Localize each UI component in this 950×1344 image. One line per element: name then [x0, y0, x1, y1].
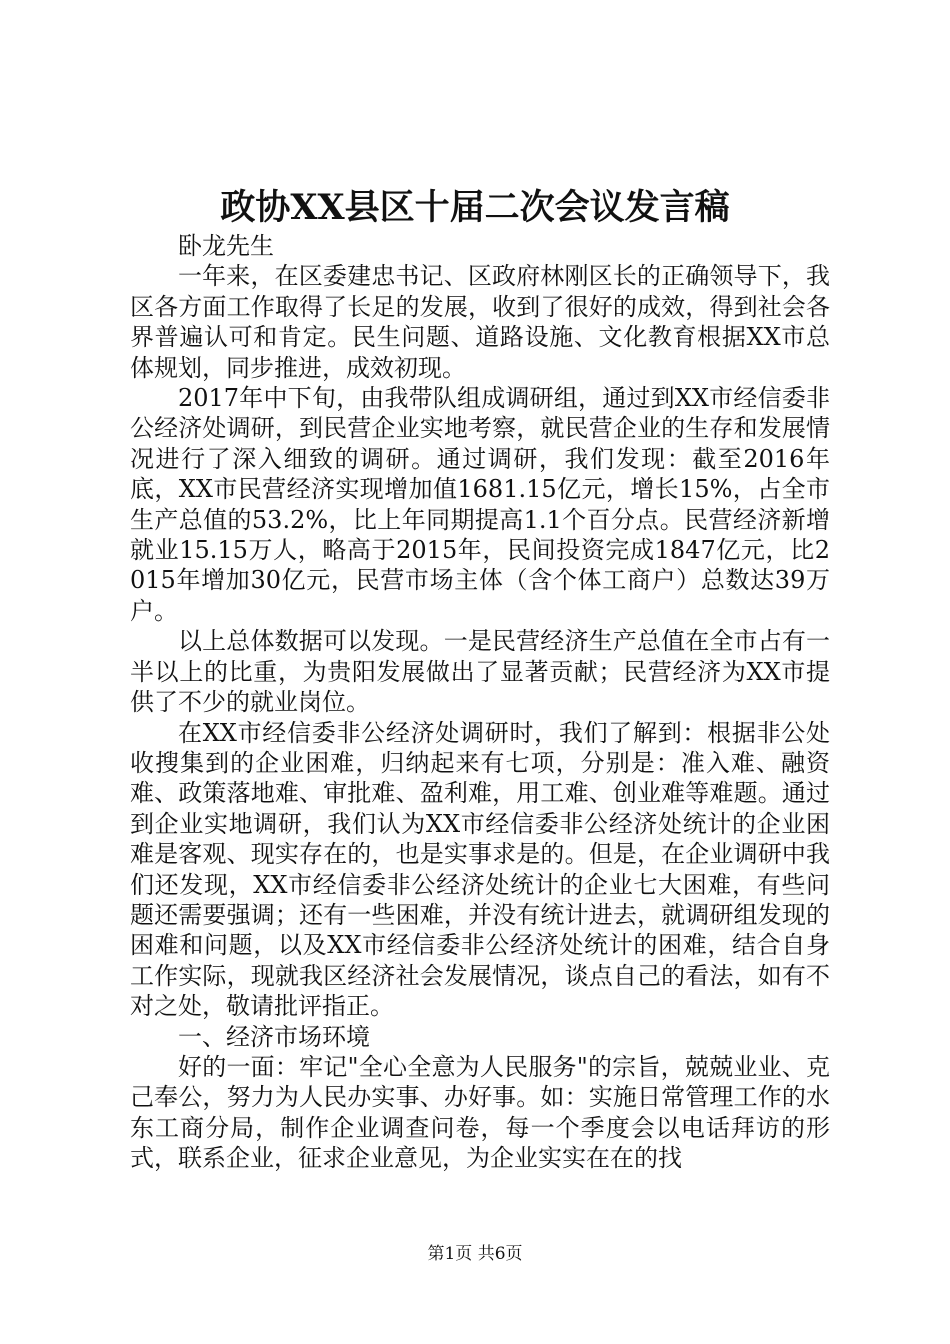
document-title: 政协XX县区十届二次会议发言稿 — [220, 187, 730, 228]
paragraph: 2017年中下旬，由我带队组成调研组，通过到XX市经信委非公经济处调研，到民营企业实地考察，就民营企业的生存和发展情况进行了深入细致的调研。通过调研，我们发现：截至2016年底，XX市民营经济实现增加值1681.15亿元，增长15%，占全市生产总值的53.2%，比上年同期提高1.1个百分点。民营经济新增就业15.15万人，略高于2015年，民间投资完成1847亿元，比2015年增加30亿元，民营市场主体（含个体工商户）总数达39万户。 — [130, 384, 830, 625]
paragraph: 在XX市经信委非公经济处调研时，我们了解到：根据非公处收搜集到的企业困难，归纳起来有七项，分别是：准入难、融资难、政策落地难、审批难、盈利难，用工难、创业难等难题。通过到企业实地调研，我们认为XX市经信委非公经济处统计的企业困难是客观、现实存在的，也是实事求是的。但是，在企业调研中我们还发现，XX市经信委非公经济处统计的企业七大困难，有些问题还需要强调；还有一些困难，并没有统计进去，就调研组发现的困难和问题，以及XX市经信委非公经济处统计的困难，结合自身工作实际，现就我区经济社会发展情况，谈点自己的看法，如有不对之处，敬请批评指正。 — [130, 718, 830, 1021]
section-heading: 一、经济市场环境 — [178, 1022, 370, 1051]
paragraph: 好的一面：牢记"全心全意为人民服务"的宗旨，兢兢业业、克己奉公，努力为人民办实事、办好事。如：实施日常管理工作的水东工商分局，制作企业调查问卷，每一个季度会以电话拜访的形式，联系企业，征求企业意见，为企业实实在在的找 — [130, 1052, 830, 1173]
paragraph: 一年来，在区委建忠书记、区政府林刚区长的正确领导下，我区各方面工作取得了长足的发展，收到了很好的成效，得到社会各界普遍认可和肯定。民生问题、道路设施、文化教育根据XX市总体规划，同步推进，成效初现。 — [130, 262, 830, 382]
page-number: 第1页 共6页 — [427, 1244, 523, 1264]
document-body — [130, 231, 830, 1174]
author-line: 卧龙先生 — [178, 232, 274, 260]
paragraph: 以上总体数据可以发现。一是民营经济生产总值在全市占有一半以上的比重，为贵阳发展做出了显著贡献；民营经济为XX市提供了不少的就业岗位。 — [130, 627, 830, 717]
